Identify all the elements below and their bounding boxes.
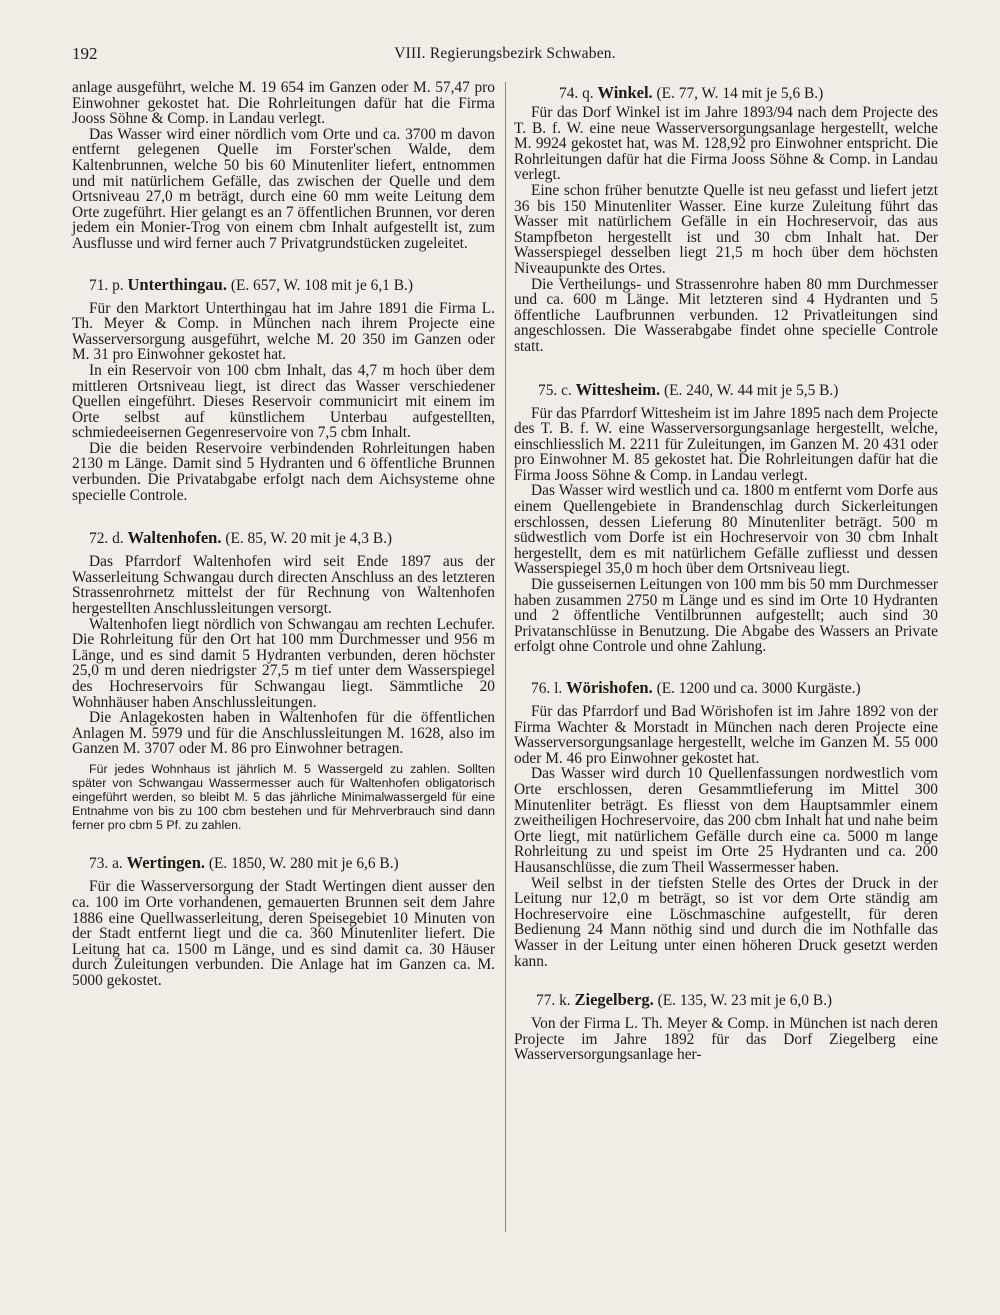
section-place: Wertingen. — [126, 853, 205, 873]
section-heading-74 — [514, 84, 938, 102]
section-info: (E. 240, W. 44 mit je 5,5 B.) — [663, 381, 839, 399]
paragraph: Weil selbst in der tiefsten Stelle des Ortes der Druck in der Leitung nur 12,0 m beträgt, so ist vor dem Orte ständig am Hochreservoire eine Löschmaschine aufgestellt, für deren Bedienung 24 Mann nöthig sind und durch die im Nothfalle das Wasser in der Leitung unter einen höheren Druck gesetzt werden kann. — [514, 874, 938, 970]
paragraph: Für das Pfarrdorf Wittesheim ist im Jahre 1895 nach dem Projecte des T. B. f. W. eine Wasserversorgungsanlage hergestellt, welche, einschliesslich M. 2211 für Zuleitungen, im Ganzen M. 20 431 oder pro Einwohner M. 85 gekostet hat. Die Rohrleitungen dafür hat die Firma Jooss Söhne & Comp. in Landau verlegt. — [514, 404, 938, 484]
paragraph: Für das Pfarrdorf und Bad Wörishofen ist im Jahre 1892 von der Firma Wachter & Morstadt in München nach deren Projecte eine Wasserversorgungsanlage hergestellt, welche im Ganzen M. 55 000 oder M. 46 pro Einwohner gekostet hat. — [514, 703, 938, 767]
paragraph: Die Vertheilungs- und Strassenrohre haben 80 mm Durchmesser und ca. 600 m Länge. Mit letzteren sind 4 Hydranten und 5 öffentliche Laufbrunnen verbunden. 12 Privatleitungen sind angeschlossen. Die Wasserabgabe findet ohne specielle Controle statt. — [514, 275, 938, 355]
running-title: VIII. Regierungsbezirk Schwaben. — [394, 45, 616, 62]
section-number: 72. d. — [89, 530, 124, 548]
section-heading-77 — [514, 991, 938, 1009]
paragraph: Waltenhofen liegt nördlich von Schwangau am rechten Lechufer. Die Rohrleitung für den Ort hat 100 mm Durchmesser und 956 m Länge, und es sind damit 5 Hydranten verbunden, deren höchster 25,0 m und deren niedrigster 27,5 m tief unter dem Wasserspiegel des Hochreservoirs für Schwangau liegt. Sämmtliche 20 Wohnhäuser haben Anschlussleitungen. — [72, 615, 495, 711]
section-info: (E. 1850, W. 280 mit je 6,6 B.) — [208, 855, 399, 873]
section-number: 71. p. — [89, 276, 124, 294]
section-heading-72 — [72, 529, 495, 547]
section-info: (E. 85, W. 20 mit je 4,3 B.) — [225, 530, 393, 548]
section-place: Wörishofen. — [566, 678, 653, 697]
paragraph: Von der Firma L. Th. Meyer & Comp. in München ist nach deren Projecte im Jahre 1892 für das Dorf Ziegelberg eine Wasserversorgungsanlage her- — [514, 1015, 938, 1064]
paragraph: Das Wasser wird einer nördlich vom Orte und ca. 3700 m davon entfernt gelegenen Quelle im Forster'schen Walde, dem Kaltenbrunnen, welche 50 bis 60 Minutenliter liefert, entnommen und mit natürlichem Gefälle, das zwischen der Quelle und dem Ortsniveau 27,0 m beträgt, durch eine 60 mm weite Leitung dem Orte zugeführt. Hier gelangt es an 7 öffentlichen Brunnen, vor deren jedem ein Monier-Trog von einem cbm Inhalt aufgestellt ist, zum Ausflusse und wird ferner auch 7 Privatgrundstücken zugeleitet. — [72, 125, 495, 252]
paragraph: Für den Marktort Unterthingau hat im Jahre 1891 die Firma L. Th. Meyer & Comp. in München nach ihrem Projecte eine Wasserversorgung ausgeführt, welche M. 20 350 im Ganzen oder M. 31 pro Einwohner gekostet hat. — [72, 299, 495, 364]
section-heading-73 — [72, 854, 495, 872]
section-number: 74. q. — [559, 85, 594, 102]
section-place: Wittesheim. — [575, 379, 661, 399]
section-info: (E. 1200 und ca. 3000 Kurgäste.) — [656, 680, 861, 697]
section-number: 73. a. — [89, 855, 123, 873]
section-place: Ziegelberg. — [574, 990, 654, 1010]
section-place: Unterthingau. — [127, 274, 227, 294]
page-header — [72, 44, 938, 68]
paragraph: Die die beiden Reservoire verbindenden Rohrleitungen haben 2130 m Länge. Damit sind 5 Hydranten und 6 öffentliche Brunnen verbunden. Die Privatabgabe erfolgt nach dem Aichsysteme ohne specielle Controle. — [72, 439, 495, 504]
section-heading-76 — [514, 679, 938, 697]
paragraph: Für das Dorf Winkel ist im Jahre 1893/94 nach dem Projecte des T. B. f. W. eine neue Wasserversorgungsanlage hergestellt, welche M. 9924 gekostet hat, was M. 128,92 pro Einwohner entspricht. Die Rohrleitungen dafür hat die Firma Jooss Söhne & Comp. in Landau verlegt. — [514, 104, 938, 184]
paragraph: Für die Wasserversorgung der Stadt Wertingen dient ausser den ca. 100 im Orte vorhandenen, gemauerten Brunnen seit dem Jahre 1886 eine Quellwasserleitung, deren Speisegebiet 10 Minuten von der Stadt entfernt liegt und die ca. 360 Minutenliter liefert. Die Leitung hat ca. 1500 m Länge, und es sind damit ca. 30 Häuser durch Zuleitungen verbunden. Die Anlage hat im Ganzen ca. M. 5000 gekostet. — [72, 878, 495, 989]
page-number: 192 — [72, 44, 98, 63]
paragraph: Eine schon früher benutzte Quelle ist neu gefasst und liefert jetzt 36 bis 150 Minutenliter Wasser. Eine kurze Zuleitung führt das Wasser mit natürlichem Gefälle in ein Hochreservoir, das aus Stampfbeton hergestellt ist und 30 cbm Inhalt hat. Der Wasserspiegel desselben liegt 21,5 m hoch über dem höchsten Niveaupunkte des Ortes. — [514, 181, 938, 277]
column-divider — [505, 82, 506, 1232]
section-info: (E. 135, W. 23 mit je 6,0 B.) — [657, 992, 833, 1010]
paragraph: Das Wasser wird durch 10 Quellenfassungen nordwestlich vom Orte erschlossen, deren Gesammtlieferung im Mittel 300 Minutenliter beträgt. Es fliesst von dem Hauptsammler einem zweitheiligen Hochreservoire, das 200 cbm Inhalt hat und nahe beim Orte liegt, mit natürlichem Gefälle durch eine ca. 5000 m lange Rohrleitung zu und speist im Orte 25 Hydranten und ca. 200 Hausanschlüsse, die zum Theil Wassermesser haben. — [514, 765, 938, 876]
section-heading-75 — [514, 381, 938, 399]
right-column — [514, 80, 938, 1063]
section-place: Winkel. — [597, 83, 653, 102]
section-place: Waltenhofen. — [127, 528, 222, 548]
paragraph: Die gusseisernen Leitungen von 100 mm bis 50 mm Durchmesser haben zusammen 2750 m Länge und es sind im Orte 10 Hydranten und 2 öffentliche Ventilbrunnen aufgestellt; auch sind 30 Privatanschlüsse in Benutzung. Die Abgabe des Wassers an Private erfolgt ohne Controle und ohne Zahlung. — [514, 576, 938, 656]
section-info: (E. 657, W. 108 mit je 6,1 B.) — [230, 276, 413, 294]
paragraph: Die Anlagekosten haben in Waltenhofen für die öffentlichen Anlagen M. 5979 und für die Anschlussleitungen M. 1628, also im Ganzen M. 3707 oder M. 86 pro Einwohner betragen. — [72, 709, 495, 758]
section-number: 76. l. — [531, 680, 563, 697]
section-number: 75. c. — [538, 381, 572, 399]
section-number: 77. k. — [536, 992, 571, 1010]
paragraph: Das Pfarrdorf Waltenhofen wird seit Ende 1897 aus der Wasserleitung Schwangau durch directen Anschluss an des letzteren Strassenrohrnetz mittelst der für Rechnung von Waltenhofen hergestellten Anschlussleitungen versorgt. — [72, 553, 495, 618]
paragraph: Das Wasser wird westlich und ca. 1800 m entfernt vom Dorfe aus einem Quellengebiete in Brandenschlag durch Sickerleitungen erschlossen, dessen Lieferung 80 Minutenliter beträgt. 500 m südwestlich vom Dorfe ist ein Hochreservoir von 30 cbm Inhalt hergestellt, dem es mit natürlichem Gefälle zufliesst und dessen Wasserspiegel 35,0 m hoch über dem Ortsniveau liegt. — [514, 482, 938, 578]
left-column — [72, 80, 495, 989]
paragraph: In ein Reservoir von 100 cbm Inhalt, das 4,7 m hoch über dem mittleren Ortsniveau liegt, ist direct das Wasser verschiedener Quellen eingeführt. Dieses Reservoir communicirt mit einem im Orte selbst auf künstlichem Unterbau aufgestellten, schmiedeeisernen Gegenreservoire von 7,5 cbm Inhalt. — [72, 361, 495, 442]
section-info: (E. 77, W. 14 mit je 5,6 B.) — [656, 85, 824, 102]
section-heading-71 — [72, 276, 495, 294]
footnote-paragraph: Für jedes Wohnhaus ist jährlich M. 5 Wassergeld zu zahlen. Sollten später von Schwangau Wassermesser auch für Waltenhofen obligatorisch eingeführt werden, so bleibt M. 5 das jährliche Minimalwassergeld für eine Entnahme von bis zu 100 cbm bestehen und für Mehrverbrauch sind dann ferner pro cbm 5 Pf. zu zahlen. — [72, 761, 495, 833]
paragraph: anlage ausgeführt, welche M. 19 654 im Ganzen oder M. 57,47 pro Einwohner gekostet hat. Die Rohrleitungen dafür hat die Firma Jooss Söhne & Comp. in Landau verlegt. — [72, 79, 495, 128]
